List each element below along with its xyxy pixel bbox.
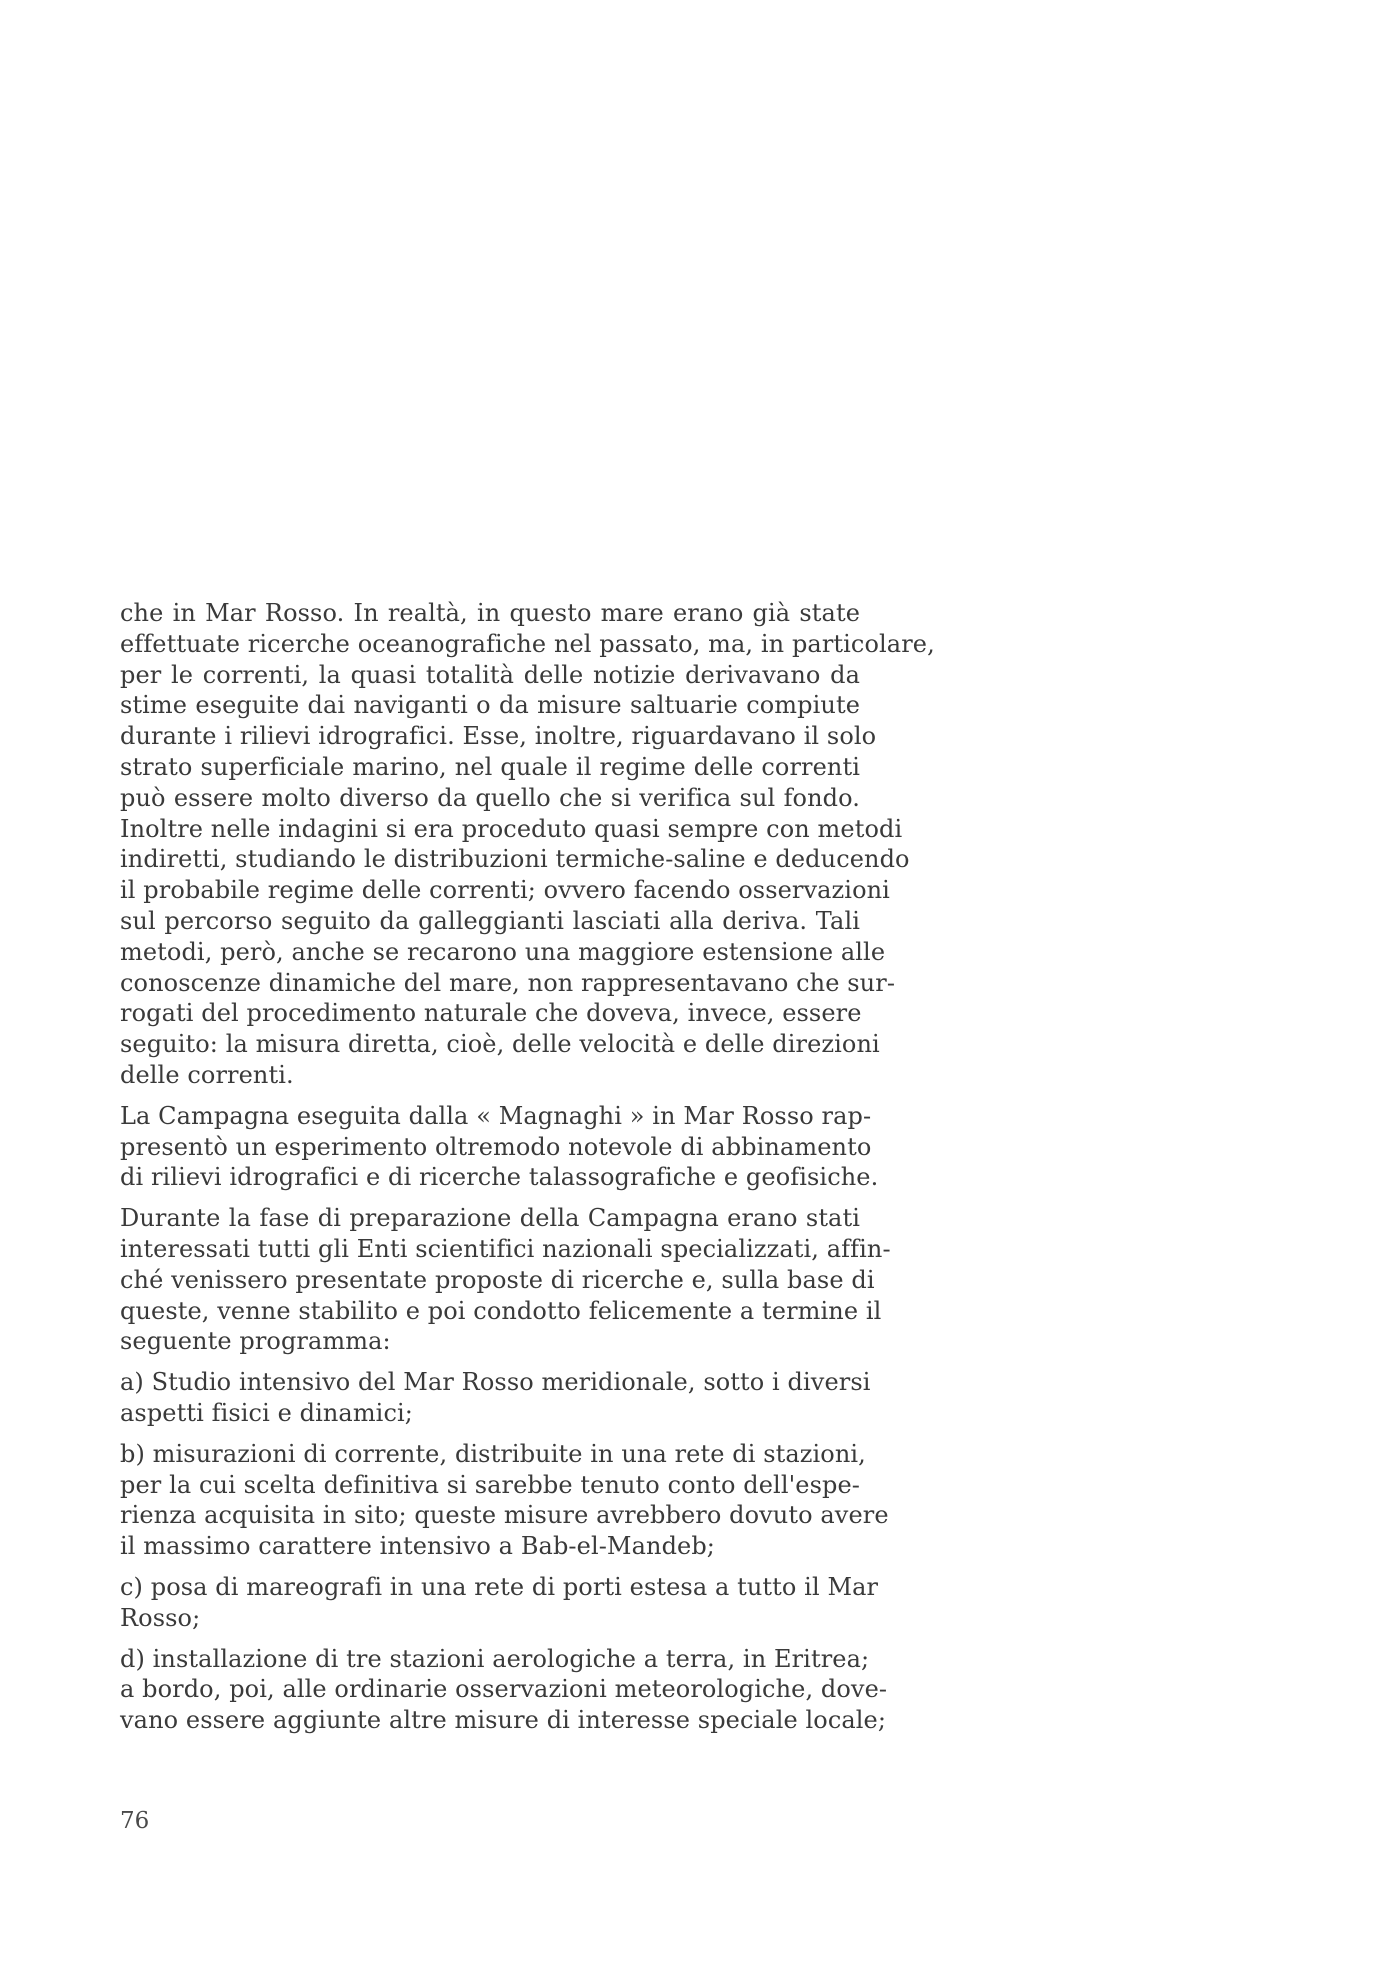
text-line: aspetti fisici e dinamici; xyxy=(120,1398,413,1427)
text-line: di rilievi idrografici e di ricerche talassografiche e geofisiche. xyxy=(120,1163,879,1192)
list-item-a xyxy=(120,1367,871,1429)
text-line: seguente programma: xyxy=(120,1327,391,1356)
list-item-c xyxy=(120,1572,879,1634)
text-line: rienza acquisita in sito; queste misure avrebbero dovuto avere xyxy=(120,1501,889,1530)
text-line: Durante la fase di preparazione della Campagna erano stati xyxy=(120,1204,860,1233)
list-item-d xyxy=(120,1644,888,1736)
text-line: delle correnti. xyxy=(120,1060,294,1089)
text-line: può essere molto diverso da quello che si verifica sul fondo. xyxy=(120,783,860,812)
text-line: metodi, però, anche se recarono una maggiore estensione alle xyxy=(120,937,886,966)
text-line: interessati tutti gli Enti scientifici nazionali specializzati, affin- xyxy=(120,1234,891,1263)
text-line: sul percorso seguito da galleggianti lasciati alla deriva. Tali xyxy=(120,906,860,935)
text-line: Inoltre nelle indagini si era proceduto quasi sempre con metodi xyxy=(120,814,903,843)
text-line: per la cui scelta definitiva si sarebbe tenuto conto dell'espe- xyxy=(120,1470,860,1499)
text-line: seguito: la misura diretta, cioè, delle velocità e delle direzioni xyxy=(120,1030,880,1059)
text-line: il massimo carattere intensivo a Bab-el-Mandeb; xyxy=(120,1532,715,1561)
text-line: c) posa di mareografi in una rete di porti estesa a tutto il Mar xyxy=(120,1572,879,1601)
text-line: strato superficiale marino, nel quale il regime delle correnti xyxy=(120,752,860,781)
text-line: a) Studio intensivo del Mar Rosso meridionale, sotto i diversi xyxy=(120,1368,871,1397)
paragraph-intro xyxy=(120,598,935,1091)
text-line: per le correnti, la quasi totalità delle notizie derivavano da xyxy=(120,660,860,689)
page-number: 76 xyxy=(120,1808,150,1834)
text-line: rogati del procedimento naturale che doveva, invece, essere xyxy=(120,999,862,1028)
text-line: che in Mar Rosso. In realtà, in questo mare erano già state xyxy=(120,599,860,627)
text-line: b) misurazioni di corrente, distribuite in una rete di stazioni, xyxy=(120,1439,866,1468)
text-line: a bordo, poi, alle ordinarie osservazioni meteorologiche, dove- xyxy=(120,1675,888,1704)
list-item-b xyxy=(120,1439,889,1562)
text-line: durante i rilievi idrografici. Esse, inoltre, riguardavano il solo xyxy=(120,722,877,751)
text-line: Rosso; xyxy=(120,1603,201,1632)
text-line: presentò un esperimento oltremodo notevole di abbinamento xyxy=(120,1132,872,1161)
body-text xyxy=(120,598,935,1746)
text-line: effettuate ricerche oceanografiche nel passato, ma, in particolare, xyxy=(120,629,935,658)
text-line: stime eseguite dai naviganti o da misure saltuarie compiute xyxy=(120,691,860,720)
text-line: indiretti, studiando le distribuzioni termiche-saline e deducendo xyxy=(120,845,910,874)
text-line: conoscenze dinamiche del mare, non rappresentavano che sur- xyxy=(120,968,896,997)
text-line: La Campagna eseguita dalla « Magnaghi » in Mar Rosso rap- xyxy=(120,1101,872,1130)
text-line: queste, venne stabilito e poi condotto felicemente a termine il xyxy=(120,1296,882,1325)
text-line: ché venissero presentate proposte di ricerche e, sulla base di xyxy=(120,1265,875,1294)
paragraph-preparazione xyxy=(120,1203,891,1357)
text-line: vano essere aggiunte altre misure di interesse speciale locale; xyxy=(120,1706,887,1735)
text-line: il probabile regime delle correnti; ovvero facendo osservazioni xyxy=(120,876,890,905)
text-line: d) installazione di tre stazioni aerologiche a terra, in Eritrea; xyxy=(120,1644,870,1673)
paragraph-campagna xyxy=(120,1101,879,1193)
